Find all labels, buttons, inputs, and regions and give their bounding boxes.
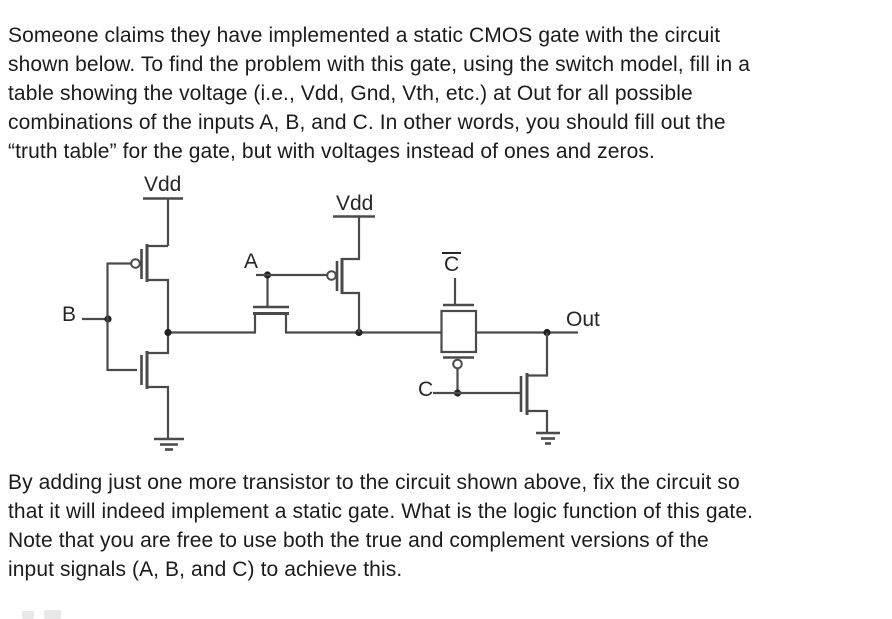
main-rail (164, 329, 578, 336)
pmos-bubble (453, 360, 462, 369)
input-c-label: C (418, 378, 434, 401)
intro-line: table showing the voltage (i.e., Vdd, Gnd, Vth, etc.) at Out for all possible (8, 82, 693, 105)
drain-wire (342, 293, 359, 333)
transmission-gate (442, 278, 477, 393)
tgate-box (442, 311, 477, 352)
intro-line: shown below. To find the problem with this gate, using the switch model, fill in a (8, 53, 751, 76)
input-c-net (433, 389, 521, 396)
followup-line: input signals (A, B, and C) to achieve this. (8, 558, 403, 581)
input-b-net (82, 263, 112, 372)
intro-line: Someone claims they have implemented a static CMOS gate with the circuit (8, 24, 721, 47)
drain-wire (147, 280, 168, 333)
followup-paragraph (8, 468, 753, 584)
vdd-label-mid: Vdd (336, 192, 374, 215)
input-b-label: B (62, 303, 77, 326)
followup-line: By adding just one more transistor to the circuit shown above, fix the circuit so (8, 471, 740, 494)
source-wire (342, 217, 359, 259)
ground-icon-left (154, 439, 184, 450)
output-label: Out (566, 308, 600, 331)
drain-wire (527, 333, 547, 376)
pmos-bubble (327, 271, 336, 280)
pmos-b (108, 244, 169, 333)
source-wire (147, 387, 168, 439)
source-wire (527, 411, 547, 433)
pass-nmos-a (253, 275, 289, 333)
followup-line: that it will indeed implement a static gate. What is the logic function of this gate. (8, 500, 754, 523)
input-c-bar-label: C (444, 253, 460, 276)
pmos-a (327, 217, 359, 333)
nmos-c (521, 333, 547, 434)
vdd-rail-left (143, 199, 183, 247)
vdd-label-left: Vdd (144, 173, 182, 196)
drain-wire (147, 332, 168, 353)
ground-icon-right (536, 433, 560, 444)
input-a-net (256, 271, 327, 278)
nmos-b (108, 332, 169, 439)
pmos-bubble (131, 259, 140, 268)
followup-line: Note that you are free to use both the true and complement versions of the (8, 529, 709, 552)
intro-line: combinations of the inputs A, B, and C. In other words, you should fill out the (8, 111, 726, 134)
junction-dot (164, 329, 171, 336)
intro-line: “truth table” for the gate, but with voltages instead of ones and zeros. (8, 140, 655, 163)
input-a-label: A (244, 250, 259, 273)
